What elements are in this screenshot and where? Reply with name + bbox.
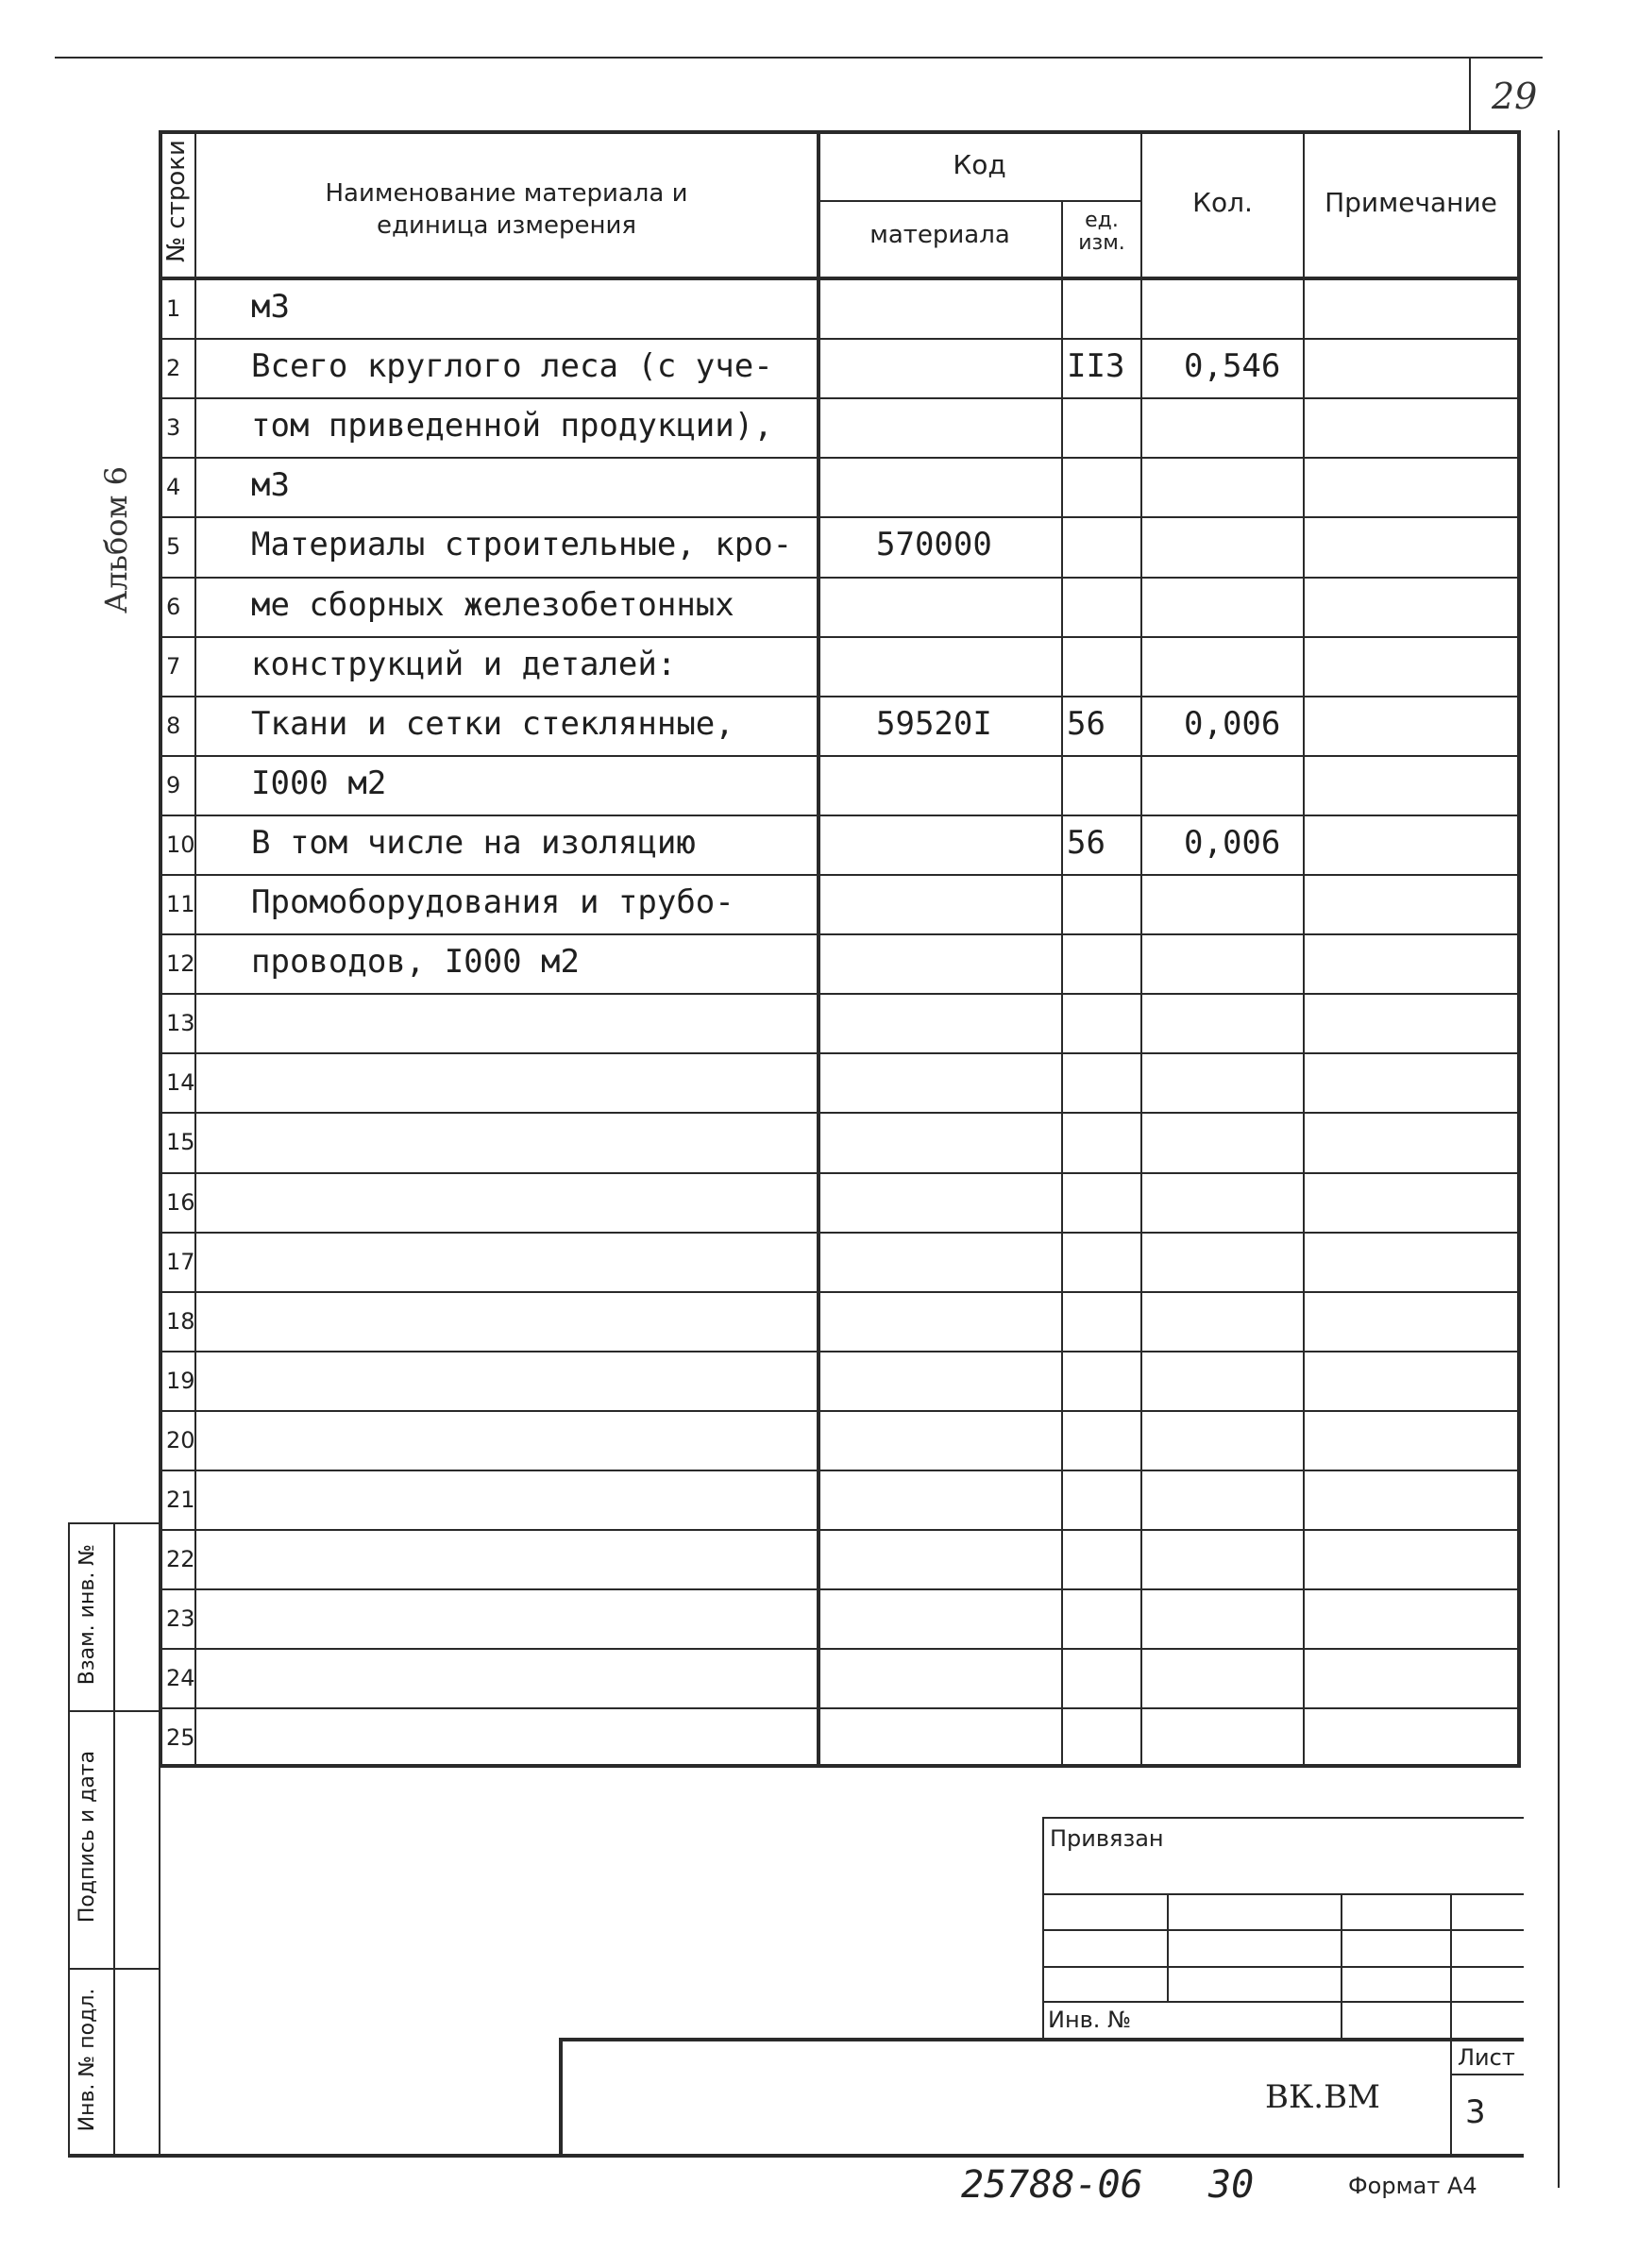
footer-page-count: 30 [1208,2163,1255,2207]
row-number: 19 [166,1367,195,1394]
row-separator [159,1232,1521,1234]
privyazan-label: Привязан [1050,1825,1164,1852]
col-line-rownum [194,130,196,1768]
row-number: 4 [166,474,181,501]
side-stamp-inv-podl: Инв. № подл. [76,1988,99,2132]
footer-format: Формат А4 [1348,2173,1477,2199]
row-number: 5 [166,533,181,561]
row-separator [159,1648,1521,1650]
sheet-box-left [1450,2038,1452,2156]
col-line-name [817,130,820,1768]
row-number: 23 [166,1605,195,1633]
row-number: 16 [166,1188,195,1216]
materials-table [159,130,1521,1768]
row-separator [159,696,1521,697]
table-bottom-border [159,1764,1521,1768]
row-separator [159,577,1521,579]
inv-no-label: Инв. № [1048,2007,1132,2033]
row-number: 18 [166,1307,195,1335]
sheet-label: Лист [1458,2044,1515,2071]
title-left-line [559,2038,563,2156]
side-stamp-vzam: Взам. инв. № [76,1543,99,1686]
row-separator [159,815,1521,816]
sheet-number: 3 [1465,2093,1486,2131]
row-number: 17 [166,1248,195,1275]
row-number: 13 [166,1010,195,1037]
top-border-line [55,57,1543,59]
privyazan-col-2 [1341,1893,1342,2040]
row-separator [159,1410,1521,1412]
row-number: 7 [166,652,181,680]
row-quantity: 0,546 [1184,347,1281,386]
row-number: 24 [166,1665,195,1692]
doc-code: ВК.ВМ [1265,2078,1380,2116]
col-line-qty [1303,130,1305,1768]
row-number: 11 [166,891,195,917]
right-frame-line [1558,130,1560,2188]
row-number: 21 [166,1487,195,1513]
row-material-name: Всего круглого леса (с уче- [251,347,773,386]
col-line-unit [1140,130,1142,1768]
row-material-code: 570000 [876,526,992,564]
privyazan-left [1042,1817,1044,2040]
row-separator [159,338,1521,340]
row-material-name: I000 м2 [251,764,387,802]
row-material-name: Ткани и сетки стеклянные, [251,704,734,743]
row-material-name: конструкций и деталей: [251,645,677,683]
row-material-code: 59520I [876,704,992,743]
header-unit-line1: ед. [1085,209,1119,232]
header-code: Код [953,149,1006,180]
privyazan-top [1042,1817,1524,1819]
row-unit-code: 56 [1067,823,1105,862]
row-quantity: 0,006 [1184,704,1281,743]
row-unit-code: 56 [1067,704,1105,743]
row-material-name: м3 [251,466,290,505]
row-material-name: том приведенной продукции), [251,407,773,445]
row-material-name: проводов, I000 м2 [251,943,580,982]
row-number: 25 [166,1724,195,1752]
album-label: Альбом 6 [98,466,134,613]
row-number: 3 [166,414,181,442]
row-material-name: м3 [251,288,290,326]
title-top-line [559,2038,1524,2041]
row-number: 1 [166,295,181,322]
header-name-line1: Наименование материала и [325,179,688,208]
row-number: 2 [166,355,181,382]
row-separator [159,457,1521,459]
col-line-material [1061,200,1063,1768]
header-unit [1063,210,1140,255]
page-number: 29 [1492,76,1538,117]
row-separator [159,874,1521,876]
row-number: 14 [166,1069,195,1097]
privyazan-col-1 [1167,1893,1169,2001]
row-separator [159,1529,1521,1531]
row-material-name: В том числе на изоляцию [251,823,696,862]
bottom-frame-line [68,2154,1524,2158]
row-separator [159,1351,1521,1352]
table-top-border [159,130,1521,134]
row-separator [159,397,1521,399]
row-number: 20 [166,1426,195,1453]
row-material-name: Материалы строительные, кро- [251,526,793,564]
row-number: 10 [166,831,195,858]
sheet-box-divider [1450,2074,1524,2075]
row-separator [159,1291,1521,1293]
bottom-frame-left [159,1768,160,2156]
row-unit-code: II3 [1067,347,1125,386]
header-note: Примечание [1325,187,1497,218]
header-unit-line2: изм. [1078,231,1125,255]
row-quantity: 0,006 [1184,823,1281,862]
header-qty: Кол. [1192,187,1253,218]
footer-doc-number: 25788-06 [961,2163,1143,2207]
row-separator [159,1052,1521,1054]
row-separator [159,1707,1521,1709]
header-name-line2: единица измерения [376,211,637,240]
row-separator [159,1112,1521,1114]
table-right-border [1517,130,1521,1768]
row-number: 8 [166,712,181,739]
row-number: 15 [166,1129,195,1156]
row-separator [159,993,1521,995]
row-separator [159,933,1521,935]
row-number: 9 [166,771,181,798]
side-stamp-left-border [68,1522,70,2156]
row-separator [159,516,1521,518]
header-row-number: № строки [162,140,191,262]
row-number: 12 [166,950,195,978]
row-separator [159,1172,1521,1174]
row-material-name: ме сборных железобетонных [251,585,734,624]
row-separator [159,755,1521,757]
side-stamp-podpis: Подпись и дата [76,1750,99,1924]
row-number: 22 [166,1546,195,1573]
header-bottom-border [159,277,1521,280]
row-separator [159,636,1521,638]
code-subheader-line [817,200,1140,202]
row-material-name: Промоборудования и трубо- [251,883,734,921]
table-left-border [159,130,162,1768]
row-separator [159,1470,1521,1471]
header-name [196,177,817,242]
page-number-box-divider [1469,57,1471,130]
row-number: 6 [166,593,181,620]
header-code-material: материала [869,221,1010,249]
row-separator [159,1588,1521,1590]
side-stamp-inner-border [113,1522,115,2156]
